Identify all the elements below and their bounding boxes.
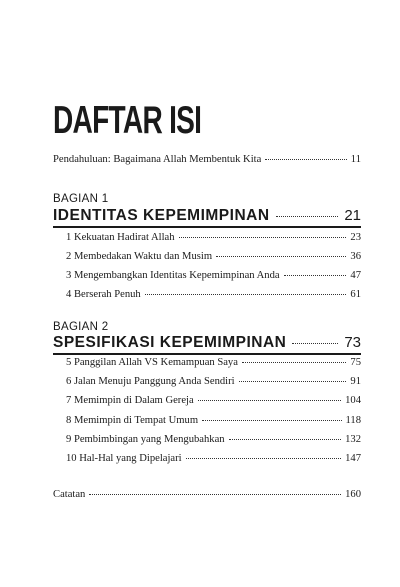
toc-entry-intro[interactable] [53, 155, 361, 166]
toc-entry-chapter-1[interactable] [66, 233, 361, 244]
dot-leader [202, 420, 341, 421]
toc-entry-page: 160 [345, 489, 361, 500]
part-2-label: BAGIAN 2 [53, 321, 109, 333]
dot-leader [145, 294, 347, 295]
part-2-title: SPESIFIKASI KEPEMIMPINAN [53, 334, 287, 351]
part-1-rule [53, 226, 361, 228]
dot-leader [216, 256, 346, 257]
toc-entry-chapter-5[interactable] [66, 358, 361, 369]
toc-entry-label: Pendahuluan: Bagaimana Allah Membentuk Kita [53, 155, 262, 165]
toc-entry-page: 147 [345, 453, 361, 464]
part-1-title-row[interactable] [53, 208, 361, 224]
toc-entry-page: 47 [350, 270, 361, 281]
toc-entry-chapter-6[interactable] [66, 377, 361, 388]
toc-entry-label: 5 Panggilan Allah VS Kemampuan Saya [66, 358, 238, 368]
toc-entry-label: 10 Hal-Hal yang Dipelajari [66, 454, 182, 464]
dot-leader [229, 439, 342, 440]
toc-entry-label: 8 Memimpin di Tempat Umum [66, 416, 199, 426]
toc-entry-chapter-9[interactable] [66, 435, 361, 446]
dot-leader [284, 275, 347, 276]
toc-entry-notes[interactable] [53, 490, 361, 501]
toc-entry-chapter-2[interactable] [66, 252, 361, 263]
dot-leader [179, 237, 347, 238]
dot-leader [186, 458, 342, 459]
dot-leader [239, 381, 347, 382]
part-1-title: IDENTITAS KEPEMIMPINAN [53, 207, 270, 224]
toc-entry-label: 2 Membedakan Waktu dan Musim [66, 252, 213, 262]
dot-leader [276, 216, 339, 217]
part-2-page: 73 [344, 334, 361, 351]
toc-entry-label: 6 Jalan Menuju Panggung Anda Sendiri [66, 377, 235, 387]
toc-entry-page: 61 [350, 289, 361, 300]
toc-entry-chapter-4[interactable] [66, 290, 361, 301]
dot-leader [242, 362, 346, 363]
toc-entry-page: 118 [345, 415, 361, 426]
toc-entry-chapter-7[interactable] [66, 396, 361, 407]
toc-entry-label: 3 Mengembangkan Identitas Kepemimpinan Anda [66, 271, 280, 281]
toc-entry-page: 132 [345, 434, 361, 445]
toc-entry-label: 4 Berserah Penuh [66, 290, 141, 300]
part-2-title-row[interactable] [53, 335, 361, 351]
toc-entry-page: 75 [350, 357, 361, 368]
toc-entry-chapter-10[interactable] [66, 454, 361, 465]
dot-leader [89, 494, 341, 495]
toc-entry-label: Catatan [53, 490, 86, 500]
page-title: DAFTAR ISI [53, 99, 202, 142]
part-1-page: 21 [344, 207, 361, 224]
toc-entry-label: 1 Kekuatan Hadirat Allah [66, 233, 175, 243]
toc-entry-label: 7 Memimpin di Dalam Gereja [66, 396, 194, 406]
toc-entry-page: 36 [350, 251, 361, 262]
part-1-label: BAGIAN 1 [53, 193, 109, 205]
toc-entry-page: 104 [345, 395, 361, 406]
dot-leader [265, 159, 347, 160]
toc-entry-page: 11 [350, 154, 361, 165]
toc-entry-page: 23 [350, 232, 361, 243]
part-2-rule [53, 353, 361, 355]
dot-leader [198, 400, 341, 401]
dot-leader [292, 343, 338, 344]
toc-entry-chapter-8[interactable] [66, 416, 361, 427]
toc-entry-label: 9 Pembimbingan yang Mengubahkan [66, 435, 225, 445]
toc-entry-chapter-3[interactable] [66, 271, 361, 282]
toc-entry-page: 91 [350, 376, 361, 387]
